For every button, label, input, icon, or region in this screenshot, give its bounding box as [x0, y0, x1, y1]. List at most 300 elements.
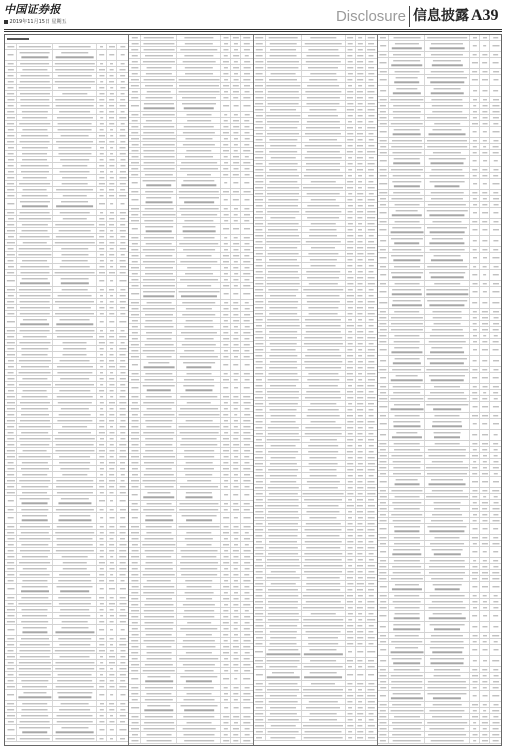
value-cell: [366, 699, 377, 704]
value-cell: [470, 599, 480, 604]
value-cell: [346, 647, 356, 657]
description-cell: [177, 348, 221, 353]
value-cell: [107, 340, 117, 345]
description-cell: [177, 454, 221, 459]
entity-name-cell: [17, 44, 53, 49]
entity-name-cell: [389, 593, 425, 598]
entity-name-cell: [17, 133, 53, 138]
value-cell: [480, 524, 490, 534]
value-cell: [356, 635, 366, 640]
value-cell: [117, 264, 128, 269]
description-cell: [53, 542, 97, 547]
value-cell: [117, 595, 128, 600]
row-index-cell: [5, 334, 17, 339]
value-cell: [231, 265, 241, 270]
table-row: [129, 289, 252, 300]
value-cell: [231, 247, 241, 252]
description-cell: [425, 115, 470, 120]
description-cell: [53, 513, 97, 523]
value-cell: [366, 539, 377, 544]
entity-name-cell: [141, 160, 177, 165]
value-cell: [470, 673, 480, 678]
value-cell: [356, 551, 366, 556]
description-cell: [177, 430, 221, 435]
value-cell: [470, 708, 480, 713]
value-cell: [241, 312, 252, 317]
entity-name-cell: [17, 370, 53, 375]
row-index-cell: [129, 668, 141, 673]
table-row: [378, 582, 501, 593]
value-cell: [470, 356, 480, 366]
value-cell: [346, 699, 356, 704]
value-cell: [366, 299, 377, 304]
value-cell: [346, 735, 356, 740]
row-index-cell: [129, 513, 141, 523]
description-cell: [53, 157, 97, 162]
value-cell: [346, 329, 356, 334]
value-cell: [97, 701, 107, 706]
entity-name-cell: [266, 323, 302, 328]
entity-name-cell: [17, 145, 53, 150]
description-cell: [53, 127, 97, 132]
description-cell: [177, 41, 221, 46]
value-cell: [356, 359, 366, 364]
value-cell: [356, 664, 366, 669]
value-cell: [366, 670, 377, 680]
description-cell: [425, 97, 470, 102]
value-cell: [366, 681, 377, 686]
row-index-cell: [254, 443, 266, 448]
entity-name-cell: [266, 711, 302, 716]
row-index-cell: [129, 656, 141, 661]
value-cell: [490, 219, 501, 224]
value-cell: [241, 218, 252, 223]
description-cell: [425, 156, 470, 166]
value-cell: [480, 738, 490, 743]
value-cell: [490, 547, 501, 557]
value-cell: [117, 61, 128, 66]
row-index-cell: [129, 466, 141, 471]
value-cell: [241, 685, 252, 690]
value-cell: [107, 430, 117, 435]
value-cell: [480, 41, 490, 51]
row-index-cell: [254, 287, 266, 292]
row-index-cell: [129, 218, 141, 223]
value-cell: [97, 484, 107, 489]
description-cell: [302, 143, 346, 148]
table-row: [378, 622, 501, 633]
row-index-cell: [254, 485, 266, 490]
value-cell: [117, 145, 128, 150]
value-cell: [97, 234, 107, 239]
row-index-cell: [254, 95, 266, 100]
value-cell: [346, 617, 356, 622]
value-cell: [221, 703, 231, 713]
entity-name-cell: [266, 377, 302, 382]
description-cell: [177, 418, 221, 423]
entity-name-cell: [266, 575, 302, 580]
value-cell: [356, 575, 366, 580]
description-cell: [302, 425, 346, 430]
value-cell: [97, 352, 107, 357]
value-cell: [346, 113, 356, 118]
description-cell: [302, 251, 346, 256]
value-cell: [470, 373, 480, 383]
value-cell: [241, 283, 252, 288]
row-index-cell: [5, 258, 17, 263]
value-cell: [241, 394, 252, 399]
row-index-cell: [5, 713, 17, 718]
row-index-cell: [378, 109, 389, 114]
table-row: [129, 101, 252, 112]
description-cell: [425, 196, 470, 201]
value-cell: [97, 572, 107, 577]
description-cell: [425, 219, 470, 224]
entity-name-cell: [17, 388, 53, 393]
description-cell: [177, 536, 221, 541]
value-cell: [490, 345, 501, 355]
value-cell: [346, 281, 356, 286]
entity-name-cell: [389, 35, 425, 40]
value-cell: [366, 245, 377, 250]
value-cell: [480, 236, 490, 246]
value-cell: [366, 485, 377, 490]
value-cell: [480, 645, 490, 655]
value-cell: [490, 367, 501, 372]
entity-name-cell: [141, 685, 177, 690]
row-index-cell: [378, 115, 389, 120]
value-cell: [221, 95, 231, 100]
value-cell: [221, 697, 231, 702]
value-cell: [356, 623, 366, 628]
value-cell: [366, 233, 377, 238]
row-index-cell: [254, 335, 266, 340]
value-cell: [107, 424, 117, 429]
value-cell: [346, 599, 356, 604]
value-cell: [480, 576, 490, 581]
value-cell: [107, 358, 117, 363]
entity-name-cell: [141, 318, 177, 323]
value-cell: [490, 691, 501, 701]
entity-name-cell: [17, 246, 53, 251]
value-cell: [117, 103, 128, 108]
entity-name-cell: [389, 673, 425, 678]
value-cell: [97, 305, 107, 310]
value-cell: [241, 130, 252, 135]
value-cell: [117, 660, 128, 665]
value-cell: [241, 65, 252, 70]
row-index-cell: [5, 412, 17, 417]
description-cell: [53, 725, 97, 735]
entity-name-cell: [389, 127, 425, 137]
description-cell: [53, 442, 97, 447]
value-cell: [117, 287, 128, 292]
table-rows: [254, 35, 377, 745]
value-cell: [241, 271, 252, 276]
entity-name-cell: [17, 578, 53, 583]
description-cell: [302, 658, 346, 663]
value-cell: [107, 678, 117, 683]
row-index-cell: [378, 321, 389, 326]
description-cell: [302, 101, 346, 106]
row-index-cell: [5, 317, 17, 327]
row-index-cell: [129, 195, 141, 205]
row-index-cell: [254, 413, 266, 418]
entity-name-cell: [141, 400, 177, 405]
row-index-cell: [129, 560, 141, 565]
value-cell: [107, 595, 117, 600]
value-cell: [117, 175, 128, 180]
row-index-cell: [378, 447, 389, 452]
entity-name-cell: [389, 459, 425, 464]
description-cell: [177, 206, 221, 211]
value-cell: [346, 664, 356, 669]
row-index-cell: [129, 614, 141, 619]
row-index-cell: [254, 365, 266, 370]
value-cell: [241, 241, 252, 246]
value-cell: [231, 590, 241, 595]
value-cell: [241, 253, 252, 258]
value-cell: [107, 725, 117, 735]
value-cell: [346, 533, 356, 538]
value-cell: [231, 35, 241, 40]
value-cell: [97, 151, 107, 156]
description-cell: [302, 77, 346, 82]
row-index-cell: [5, 394, 17, 399]
value-cell: [117, 163, 128, 168]
value-cell: [97, 613, 107, 618]
value-cell: [221, 484, 231, 489]
row-index-cell: [378, 253, 389, 263]
description-cell: [53, 619, 97, 624]
value-cell: [346, 227, 356, 232]
row-index-cell: [254, 479, 266, 484]
value-cell: [346, 635, 356, 640]
row-index-cell: [378, 52, 389, 57]
value-cell: [366, 323, 377, 328]
entity-name-cell: [141, 560, 177, 565]
description-cell: [302, 353, 346, 358]
row-index-cell: [254, 101, 266, 106]
value-cell: [97, 424, 107, 429]
value-cell: [346, 377, 356, 382]
value-cell: [97, 222, 107, 227]
entity-name-cell: [141, 424, 177, 429]
description-cell: [425, 202, 470, 207]
entity-name-cell: [17, 334, 53, 339]
value-cell: [470, 593, 480, 598]
entity-name-cell: [266, 47, 302, 52]
entity-name-cell: [141, 524, 177, 529]
value-cell: [366, 239, 377, 244]
entity-name-cell: [141, 65, 177, 70]
value-cell: [490, 477, 501, 487]
description-cell: [53, 199, 97, 209]
value-cell: [470, 453, 480, 458]
description-cell: [177, 608, 221, 613]
entity-name-cell: [389, 667, 425, 672]
value-cell: [346, 569, 356, 574]
entity-name-cell: [141, 691, 177, 696]
value-cell: [231, 259, 241, 264]
value-cell: [107, 97, 117, 102]
entity-name-cell: [266, 239, 302, 244]
description-cell: [53, 73, 97, 78]
entity-name-cell: [141, 283, 177, 288]
value-cell: [117, 252, 128, 257]
entity-name-cell: [141, 212, 177, 217]
entity-name-cell: [141, 271, 177, 276]
row-index-cell: [254, 569, 266, 574]
value-cell: [117, 472, 128, 477]
value-cell: [346, 251, 356, 256]
value-cell: [366, 107, 377, 112]
entity-name-cell: [141, 554, 177, 559]
value-cell: [221, 224, 231, 234]
value-cell: [366, 65, 377, 70]
description-cell: [53, 299, 97, 304]
entity-name-cell: [389, 726, 425, 731]
description-cell: [425, 667, 470, 672]
value-cell: [356, 705, 366, 710]
value-cell: [346, 437, 356, 442]
description-cell: [302, 41, 346, 46]
value-cell: [366, 407, 377, 412]
value-cell: [480, 430, 490, 440]
value-cell: [346, 717, 356, 722]
section-divider: [409, 6, 410, 27]
entity-name-cell: [17, 270, 53, 275]
row-index-cell: [254, 497, 266, 502]
value-cell: [107, 181, 117, 186]
value-cell: [221, 195, 231, 205]
row-index-cell: [254, 269, 266, 274]
value-cell: [366, 191, 377, 196]
description-cell: [177, 720, 221, 725]
value-cell: [490, 144, 501, 149]
entity-name-cell: [266, 611, 302, 616]
description-cell: [302, 729, 346, 734]
row-index-cell: [129, 501, 141, 506]
value-cell: [366, 515, 377, 520]
value-cell: [241, 354, 252, 359]
value-cell: [480, 558, 490, 563]
value-cell: [107, 305, 117, 310]
entity-name-cell: [141, 130, 177, 135]
description-cell: [425, 673, 470, 678]
row-index-cell: [378, 345, 389, 355]
entity-name-cell: [389, 518, 425, 523]
description-cell: [302, 473, 346, 478]
value-cell: [107, 61, 117, 66]
value-cell: [366, 664, 377, 669]
value-cell: [480, 264, 490, 269]
value-cell: [356, 515, 366, 520]
description-cell: [53, 654, 97, 659]
value-cell: [117, 548, 128, 553]
row-index-cell: [129, 650, 141, 655]
value-cell: [366, 293, 377, 298]
row-index-cell: [129, 371, 141, 376]
entity-name-cell: [266, 581, 302, 586]
value-cell: [490, 453, 501, 458]
row-index-cell: [378, 738, 389, 743]
value-cell: [117, 340, 128, 345]
value-cell: [470, 219, 480, 224]
description-cell: [425, 518, 470, 523]
description-cell: [177, 189, 221, 194]
value-cell: [231, 608, 241, 613]
description-cell: [302, 275, 346, 280]
entity-name-cell: [17, 199, 53, 209]
value-cell: [346, 347, 356, 352]
description-cell: [53, 430, 97, 435]
entity-name-cell: [141, 35, 177, 40]
row-index-cell: [254, 191, 266, 196]
value-cell: [356, 641, 366, 646]
description-cell: [177, 542, 221, 547]
value-cell: [97, 454, 107, 459]
description-cell: [53, 109, 97, 114]
value-cell: [107, 490, 117, 495]
entity-name-cell: [389, 264, 425, 269]
value-cell: [480, 419, 490, 429]
value-cell: [97, 97, 107, 102]
value-cell: [470, 367, 480, 372]
value-cell: [107, 234, 117, 239]
value-cell: [356, 239, 366, 244]
row-index-cell: [5, 85, 17, 90]
value-cell: [366, 287, 377, 292]
table-row: [5, 584, 128, 595]
row-index-cell: [5, 672, 17, 677]
entity-name-cell: [266, 395, 302, 400]
description-cell: [53, 484, 97, 489]
table-row: [378, 373, 501, 384]
description-cell: [177, 632, 221, 637]
entity-name-cell: [141, 436, 177, 441]
value-cell: [356, 197, 366, 202]
row-index-cell: [254, 617, 266, 622]
value-cell: [221, 738, 231, 743]
description-cell: [177, 650, 221, 655]
entity-name-cell: [141, 53, 177, 58]
description-cell: [177, 172, 221, 177]
entity-name-cell: [17, 701, 53, 706]
value-cell: [107, 654, 117, 659]
value-cell: [241, 430, 252, 435]
value-cell: [480, 518, 490, 523]
value-cell: [117, 210, 128, 215]
value-cell: [490, 605, 501, 610]
value-cell: [470, 419, 480, 429]
description-cell: [177, 83, 221, 88]
value-cell: [366, 605, 377, 610]
description-cell: [177, 318, 221, 323]
value-cell: [356, 119, 366, 124]
value-cell: [107, 578, 117, 583]
value-cell: [356, 53, 366, 58]
entity-name-cell: [266, 107, 302, 112]
value-cell: [480, 253, 490, 263]
row-index-cell: [378, 599, 389, 604]
row-index-cell: [378, 685, 389, 690]
value-cell: [356, 215, 366, 220]
description-cell: [302, 503, 346, 508]
value-cell: [346, 149, 356, 154]
description-cell: [302, 149, 346, 154]
table-rows: [129, 35, 252, 745]
